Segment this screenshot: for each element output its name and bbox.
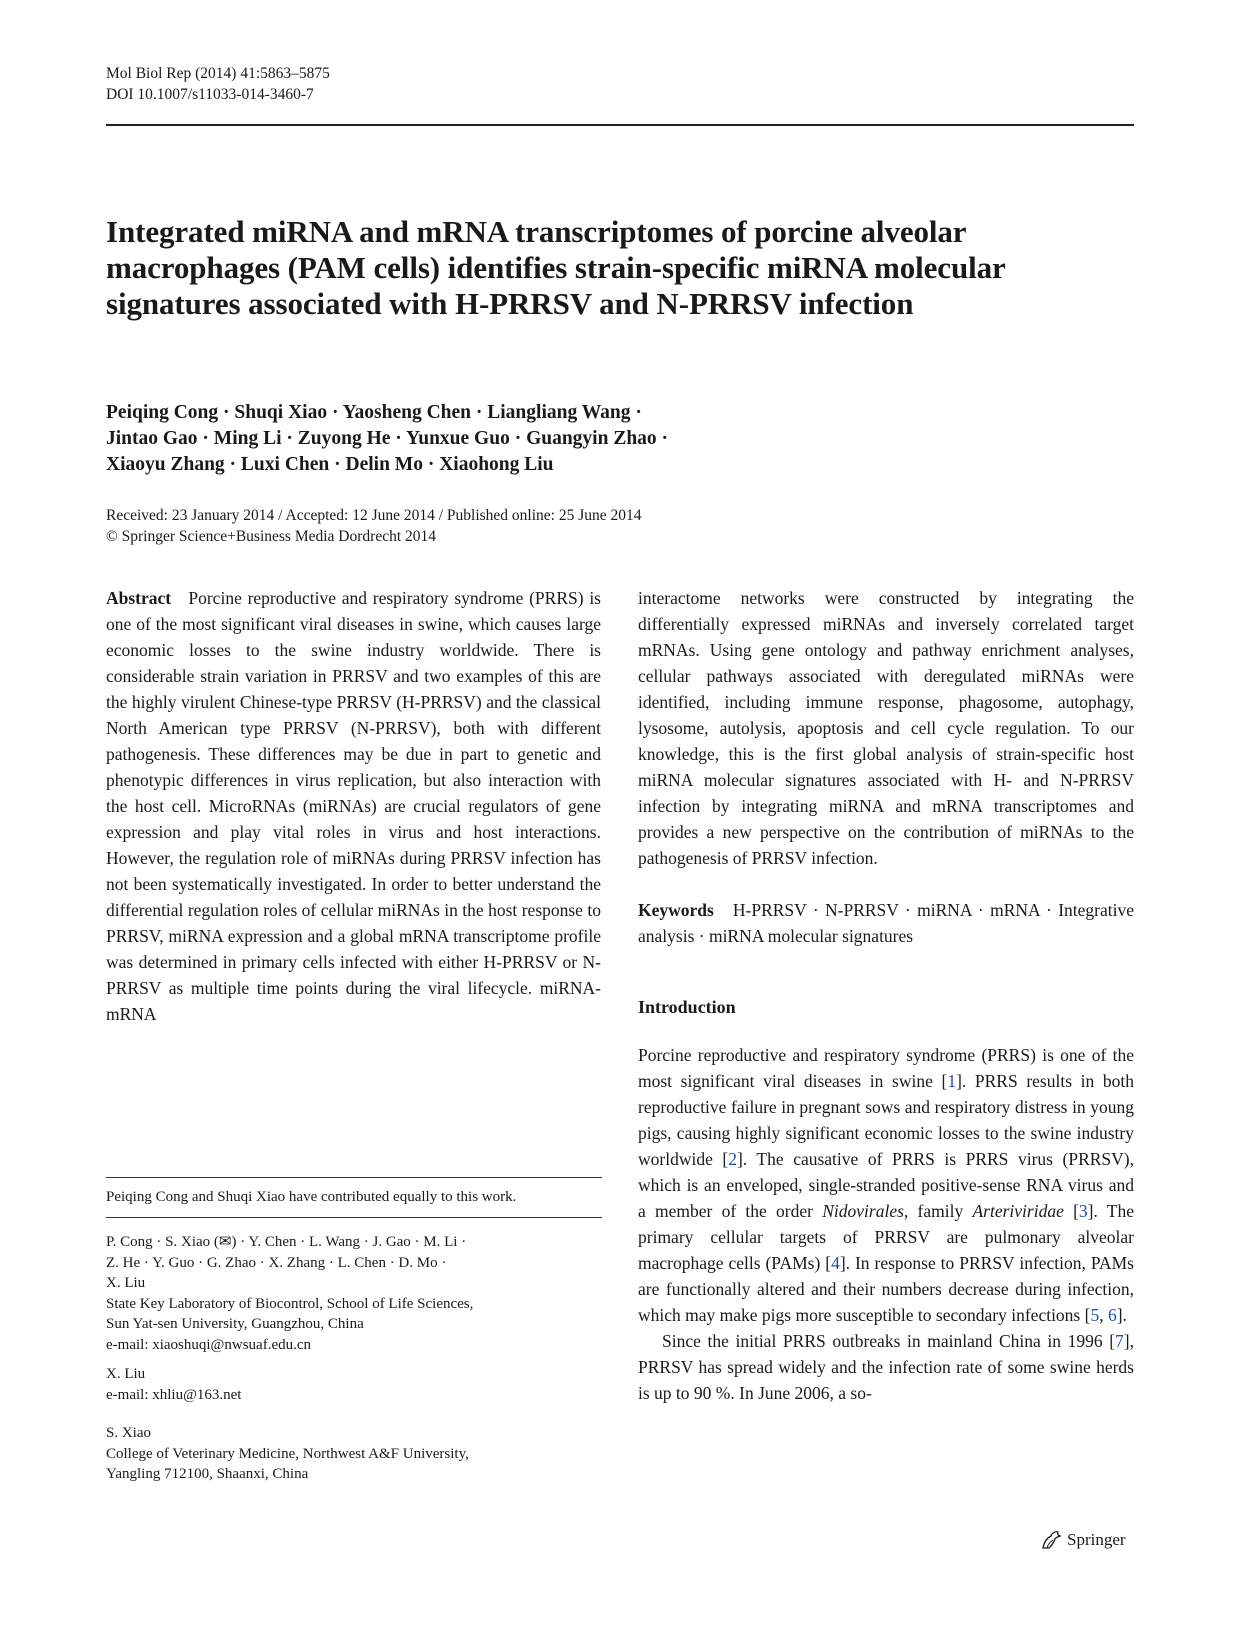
date-line: Received: 23 January 2014 / Accepted: 12 June 2014 / Published online: 25 June 2014 bbox=[106, 507, 642, 524]
intro-text: , bbox=[1099, 1305, 1108, 1325]
intro-text: Since the initial PRRS outbreaks in mainland China in 1996 [ bbox=[662, 1331, 1116, 1351]
right-column bbox=[638, 585, 1134, 1406]
citation-5[interactable]: 5 bbox=[1090, 1305, 1100, 1325]
introduction-heading: Introduction bbox=[638, 997, 736, 1017]
intro-text: ]. In response to PRRSV infection, PAMs are functionally altered and their numbers decrease during infection, which may make pigs more susceptible to secondary infections [ bbox=[638, 1253, 1134, 1325]
publisher-name: Springer bbox=[1067, 1530, 1126, 1549]
order-name: Nidovirales bbox=[822, 1201, 904, 1221]
abstract-paragraph bbox=[106, 585, 601, 1027]
affiliation-name-liu: X. Liu bbox=[106, 1366, 146, 1382]
citation-3[interactable]: 3 bbox=[1078, 1201, 1088, 1221]
springer-horse-icon bbox=[1040, 1530, 1062, 1550]
intro-text: , family bbox=[903, 1201, 973, 1221]
intro-text: ]. The primary cellular targets of PRRSV are pulmonary alveolar macrophage cells (PAMs) [ bbox=[638, 1201, 1135, 1273]
header-rule bbox=[106, 124, 1134, 126]
affiliation-names-3: X. Liu bbox=[106, 1275, 146, 1291]
affiliation-institution-1: State Key Laboratory of Biocontrol, School of Life Sciences, bbox=[106, 1295, 474, 1312]
keywords-label: Keywords bbox=[638, 900, 714, 920]
intro-text: ]. The causative of PRRS is PRRS virus (PRRSV), which is an enveloped, single-stranded positive-sense RNA virus and a member of the order bbox=[638, 1149, 1134, 1221]
affiliation-block-3 bbox=[106, 1423, 602, 1485]
intro-text: Porcine reproductive and respiratory syndrome (PRRS) is one of the most significant viral diseases in swine [ bbox=[638, 1045, 1134, 1091]
citation-7[interactable]: 7 bbox=[1115, 1331, 1124, 1351]
authors-line-3: Xiaoyu Zhang · Luxi Chen · Delin Mo · Xiaohong Liu bbox=[106, 454, 554, 475]
affiliation-email-2[interactable]: e-mail: xhliu@163.net bbox=[106, 1386, 242, 1403]
intro-text: [ bbox=[1063, 1201, 1079, 1221]
equal-contribution-note: Peiqing Cong and Shuqi Xiao have contributed equally to this work. bbox=[106, 1189, 517, 1205]
footnote-rule bbox=[106, 1177, 602, 1178]
author-list bbox=[106, 400, 826, 478]
keywords-text: H-PRRSV · N-PRRSV · miRNA · mRNA · Integrative analysis · miRNA molecular signatures bbox=[638, 900, 1134, 946]
abstract-continued: interactome networks were constructed by integrating the differentially expressed miRNAs and inversely correlated target mRNAs. Using gene ontology and pathway enrichment analyses, cellular pathways associated with deregulated miRNAs were identified, including immune response, phagosome, autophagy, lysosome, autolysis, apoptosis and cell cycle regulation. To our knowledge, this is the first global analysis of strain-specific host miRNA molecular signatures associated with H- and N-PRRSV infection by integrating miRNA and mRNA transcriptomes and provides a new perspective on the contribution of miRNAs to the pathogenesis of PRRSV infection. bbox=[638, 588, 1134, 868]
affiliation-institution-3a: College of Veterinary Medicine, Northwest A&F University, bbox=[106, 1445, 469, 1462]
affiliation-name-xiao: S. Xiao bbox=[106, 1425, 151, 1441]
affiliation-institution-3b: Yangling 712100, Shaanxi, China bbox=[106, 1466, 309, 1482]
abstract-label: Abstract bbox=[106, 588, 172, 608]
citation-4[interactable]: 4 bbox=[831, 1253, 840, 1273]
publication-dates bbox=[106, 505, 642, 547]
affiliation-names-1: P. Cong · S. Xiao (✉) · Y. Chen · L. Wang · J. Gao · M. Li · bbox=[106, 1234, 467, 1250]
family-name: Arteriviridae bbox=[972, 1201, 1064, 1221]
affiliation-block-2 bbox=[106, 1364, 602, 1405]
authors-line-2: Jintao Gao · Ming Li · Zuyong He · Yunxue Guo · Guangyin Zhao · bbox=[106, 428, 669, 449]
copyright-line: © Springer Science+Business Media Dordrecht 2014 bbox=[106, 528, 437, 545]
authors-line-1: Peiqing Cong · Shuqi Xiao · Yaosheng Chen · Liangliang Wang · bbox=[106, 402, 642, 423]
publisher-logo bbox=[1040, 1530, 1126, 1550]
intro-text: ]. PRRS results in both reproductive failure in pregnant sows and respiratory distress in young pigs, causing highly significant economic losses to the swine industry worldwide [ bbox=[638, 1071, 1134, 1169]
affiliations bbox=[106, 1232, 602, 1494]
abstract-text-left: Porcine reproductive and respiratory syndrome (PRRS) is one of the most significant viral diseases in swine, which causes large economic losses to the swine industry worldwide. There is considerable strain variation in PRRSV and two examples of this are the highly virulent Chinese-type PRRSV (H-PRRSV) and the classical North American type PRRSV (N-PRRSV), both with different pathogenesis. These differences may be due in part to genetic and phenotypic differences in virus replication, but also interaction with the host cell. MicroRNAs (miRNAs) are crucial regulators of gene expression and play vital roles in virus and host interactions. However, the regulation role of miRNAs during PRRSV infection has not been systematically investigated. In order to better understand the differential regulation roles of cellular miRNAs in the host response to PRRSV, miRNA expression and a global mRNA transcriptome profile was determined in primary cells infected with either H-PRRSV or N-PRRSV as multiple time points during the viral lifecycle. miRNA-mRNA bbox=[106, 588, 601, 1024]
article-title: Integrated miRNA and mRNA transcriptomes of porcine alveolar macrophages (PAM cells) identifies strain-specific miRNA molecular signatures associated with H-PRRSV and N-PRRSV infection bbox=[106, 214, 1006, 321]
citation-6[interactable]: 6 bbox=[1107, 1305, 1117, 1325]
journal-citation: Mol Biol Rep (2014) 41:5863–5875 bbox=[106, 65, 330, 82]
affiliation-email-1[interactable]: e-mail: xiaoshuqi@nwsuaf.edu.cn bbox=[106, 1336, 312, 1353]
doi[interactable]: DOI 10.1007/s11033-014-3460-7 bbox=[106, 85, 314, 103]
affiliation-institution-2: Sun Yat-sen University, Guangzhou, China bbox=[106, 1316, 364, 1332]
left-column bbox=[106, 585, 601, 1027]
citation-1[interactable]: 1 bbox=[947, 1071, 957, 1091]
citation-2[interactable]: 2 bbox=[728, 1149, 737, 1169]
affiliation-block-1 bbox=[106, 1232, 602, 1355]
footnote-rule-2 bbox=[106, 1217, 602, 1218]
keywords-paragraph bbox=[638, 897, 1134, 949]
introduction-paragraph-1 bbox=[638, 1042, 1134, 1328]
introduction-paragraph-2 bbox=[638, 1328, 1134, 1406]
journal-header bbox=[106, 64, 330, 105]
intro-text: ]. bbox=[1116, 1305, 1127, 1325]
intro-text: ], PRRSV has spread widely and the infection rate of some swine herds is up to 90 %. In June 2006, a so- bbox=[638, 1331, 1134, 1403]
affiliation-names-2: Z. He · Y. Guo · G. Zhao · X. Zhang · L. Chen · D. Mo · bbox=[106, 1254, 447, 1271]
